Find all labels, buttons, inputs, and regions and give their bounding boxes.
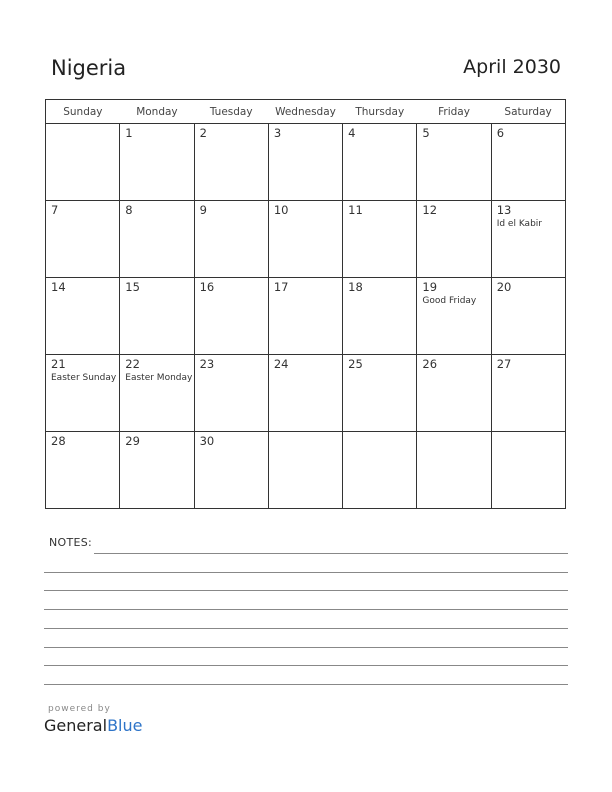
day-cell xyxy=(417,278,491,355)
day-number: 12 xyxy=(422,203,438,217)
day-number xyxy=(343,432,416,434)
day-number: 6 xyxy=(496,126,505,140)
day-cell xyxy=(46,432,120,509)
notes-line xyxy=(44,628,568,629)
day-number: 7 xyxy=(51,203,59,217)
day-number: 3 xyxy=(273,126,282,140)
day-number: 14 xyxy=(51,280,66,294)
day-number xyxy=(269,432,342,434)
week-row xyxy=(46,432,566,509)
brand-general-text: General xyxy=(44,716,108,735)
brand-blue-text: Blue xyxy=(107,716,143,735)
day-number: 10 xyxy=(273,203,289,217)
weekday-saturday: Saturday xyxy=(491,100,565,124)
day-cell xyxy=(46,355,120,432)
day-number: 4 xyxy=(348,126,356,140)
weekday-wednesday: Wednesday xyxy=(268,100,342,124)
day-cell xyxy=(343,355,417,432)
day-cell xyxy=(194,432,268,509)
day-cell xyxy=(120,432,194,509)
day-cell xyxy=(343,278,417,355)
day-cell xyxy=(343,201,417,278)
notes-line xyxy=(44,572,568,573)
day-number xyxy=(417,432,490,434)
day-cell xyxy=(343,432,417,509)
day-cell xyxy=(194,278,268,355)
day-number: 1 xyxy=(125,126,133,140)
notes-line xyxy=(44,590,568,591)
day-number: 22 xyxy=(125,357,140,371)
country-title: Nigeria xyxy=(51,56,127,80)
day-cell xyxy=(268,124,342,201)
day-cell xyxy=(120,355,194,432)
day-number: 5 xyxy=(422,126,430,140)
day-number: 9 xyxy=(199,203,207,217)
notes-line xyxy=(44,609,568,610)
day-cell xyxy=(268,355,342,432)
holiday-event: Id el Kabir xyxy=(496,219,542,229)
day-cell xyxy=(268,432,342,509)
day-number: 28 xyxy=(51,434,66,448)
day-cell xyxy=(46,201,120,278)
week-row xyxy=(46,201,566,278)
notes-line xyxy=(44,647,568,648)
weekday-friday: Friday xyxy=(417,100,491,124)
day-number xyxy=(492,432,565,434)
holiday-event: Easter Sunday xyxy=(51,373,117,383)
day-number: 17 xyxy=(273,280,289,294)
day-number: 20 xyxy=(496,280,512,294)
day-cell xyxy=(268,201,342,278)
day-number: 19 xyxy=(422,280,438,294)
day-number: 29 xyxy=(125,434,140,448)
day-number: 25 xyxy=(348,357,363,371)
weekday-tuesday: Tuesday xyxy=(194,100,268,124)
day-cell xyxy=(491,124,565,201)
weekday-monday: Monday xyxy=(120,100,194,124)
weekday-header-row xyxy=(46,100,566,124)
week-row xyxy=(46,278,566,355)
notes-line xyxy=(44,684,568,685)
day-number: 16 xyxy=(199,280,215,294)
day-cell xyxy=(417,124,491,201)
day-cell xyxy=(194,201,268,278)
day-number: 11 xyxy=(348,203,363,217)
holiday-event: Good Friday xyxy=(422,296,477,306)
day-number: 15 xyxy=(125,280,140,294)
day-number: 13 xyxy=(496,203,512,217)
powered-by-text: powered by xyxy=(48,704,111,714)
week-row xyxy=(46,124,566,201)
day-number: 26 xyxy=(422,357,438,371)
day-cell xyxy=(417,432,491,509)
notes-line xyxy=(94,553,568,554)
day-cell xyxy=(194,124,268,201)
day-cell xyxy=(343,124,417,201)
weekday-thursday: Thursday xyxy=(343,100,417,124)
day-cell xyxy=(46,278,120,355)
day-number: 21 xyxy=(51,357,66,371)
day-cell xyxy=(120,201,194,278)
month-year-title: April 2030 xyxy=(463,56,561,78)
day-number: 23 xyxy=(199,357,215,371)
day-cell xyxy=(417,201,491,278)
day-number: 30 xyxy=(199,434,215,448)
notes-label: NOTES: xyxy=(49,536,93,549)
day-cell xyxy=(46,124,120,201)
day-cell xyxy=(268,278,342,355)
day-number xyxy=(46,124,119,126)
day-number: 24 xyxy=(273,357,289,371)
day-cell xyxy=(417,355,491,432)
day-number: 18 xyxy=(348,280,363,294)
weekday-sunday: Sunday xyxy=(46,100,120,124)
calendar-grid xyxy=(45,99,566,509)
day-cell xyxy=(491,201,565,278)
day-number: 27 xyxy=(496,357,512,371)
day-cell xyxy=(194,355,268,432)
day-cell xyxy=(491,432,565,509)
brand-logo xyxy=(44,716,142,735)
day-cell xyxy=(491,278,565,355)
day-number: 2 xyxy=(199,126,207,140)
notes-line xyxy=(44,665,568,666)
day-number: 8 xyxy=(125,203,133,217)
day-cell xyxy=(120,278,194,355)
day-cell xyxy=(491,355,565,432)
week-row xyxy=(46,355,566,432)
holiday-event: Easter Monday xyxy=(125,373,193,383)
day-cell xyxy=(120,124,194,201)
